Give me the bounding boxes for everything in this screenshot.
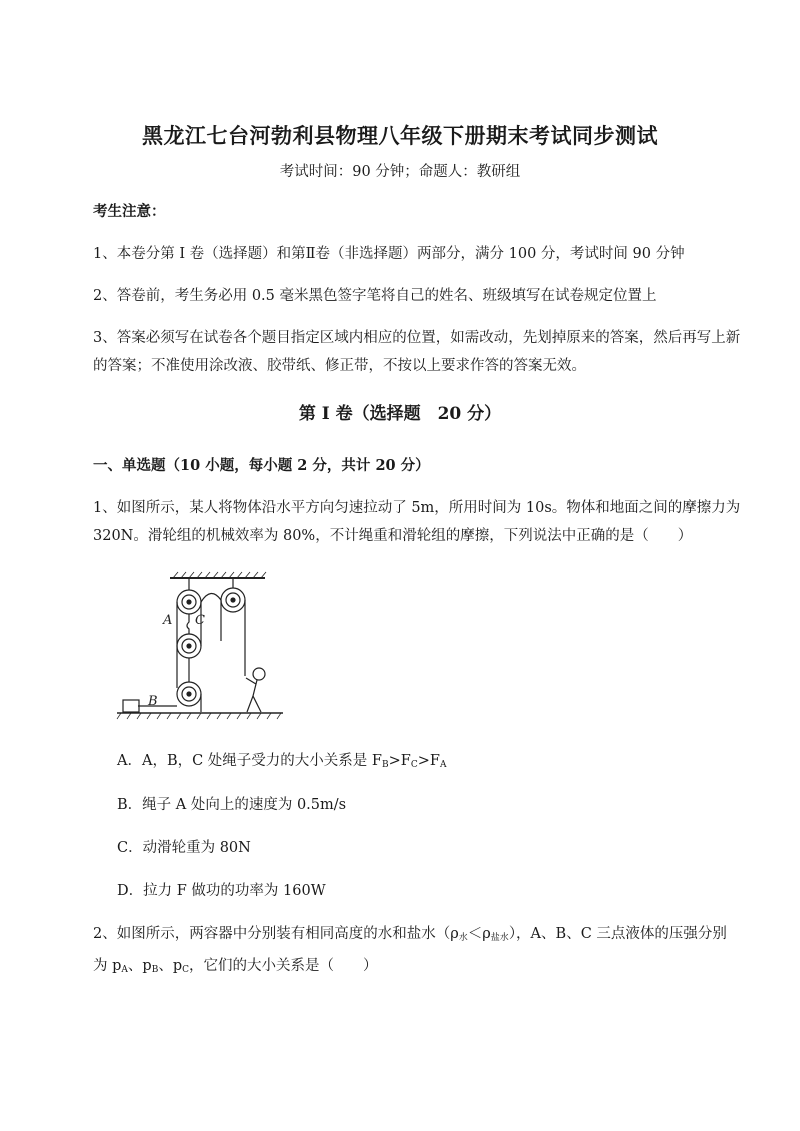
option-b: B．绳子 A 处向上的速度为 0.5m/s — [117, 797, 347, 813]
notice-item: 3、答案必须写在试卷各个题目指定区域内相应的位置，如需改动，先划掉原来的答案，然后再写上新的答案；不准使用涂改液、胶带纸、修正带，不按以上要求作答的答案无效。 — [93, 330, 741, 374]
question-2-stem: 2、如图所示，两容器中分别装有相同高度的水和盐水$(\rho_水<\rho_{盐水})$，A、B、C 三点液体的压强分别 为 $p_A$、$p_B$、$p_C$，它们的大小关系是（ ） — [93, 926, 727, 975]
label-a: A — [163, 613, 173, 628]
notice-item: 2、答卷前，考生务必用 0.5 毫米黑色签字笔将自己的姓名、班级填写在试卷规定位置上 — [93, 288, 657, 304]
page-subtitle: 考试时间：90 分钟；命题人：教研组 — [279, 164, 521, 180]
hook-c — [187, 614, 189, 634]
pulley-figure — [115, 566, 285, 724]
option-a: A．A，B，C 处绳子受力的大小关系是 $F_B>F_C>F_A$ — [117, 753, 447, 770]
option-c: C．动滑轮重为 80N — [117, 840, 251, 856]
label-b: B — [148, 694, 158, 709]
section-title: 第 I 卷（选择题 20 分） — [298, 404, 502, 424]
question-1-stem: 1、如图所示，某人将物体沿水平方向匀速拉动了 5m，所用时间为 10s。物体和地面之间的摩擦力为 320N。滑轮组的机械效率为 80%，不计绳重和滑轮组的摩擦，下列说法中正确的是（ ） — [93, 500, 741, 544]
block — [123, 700, 139, 712]
part-heading: 一、单选题（10 小题，每小题 2 分，共计 20 分） — [93, 457, 430, 474]
page-title: 黑龙江七台河勃利县物理八年级下册期末考试同步测试 — [142, 123, 658, 148]
option-d: D．拉力 F 做功的功率为 160W — [117, 883, 326, 899]
notice-heading: 考生注意： — [93, 203, 166, 220]
ground-hatch — [117, 713, 281, 719]
notice-item: 1、本卷分第 I 卷（选择题）和第Ⅱ卷（非选择题）两部分，满分 100 分，考试时间 90 分钟 — [93, 246, 685, 262]
label-c: C — [195, 613, 205, 628]
person-figure — [246, 668, 265, 712]
